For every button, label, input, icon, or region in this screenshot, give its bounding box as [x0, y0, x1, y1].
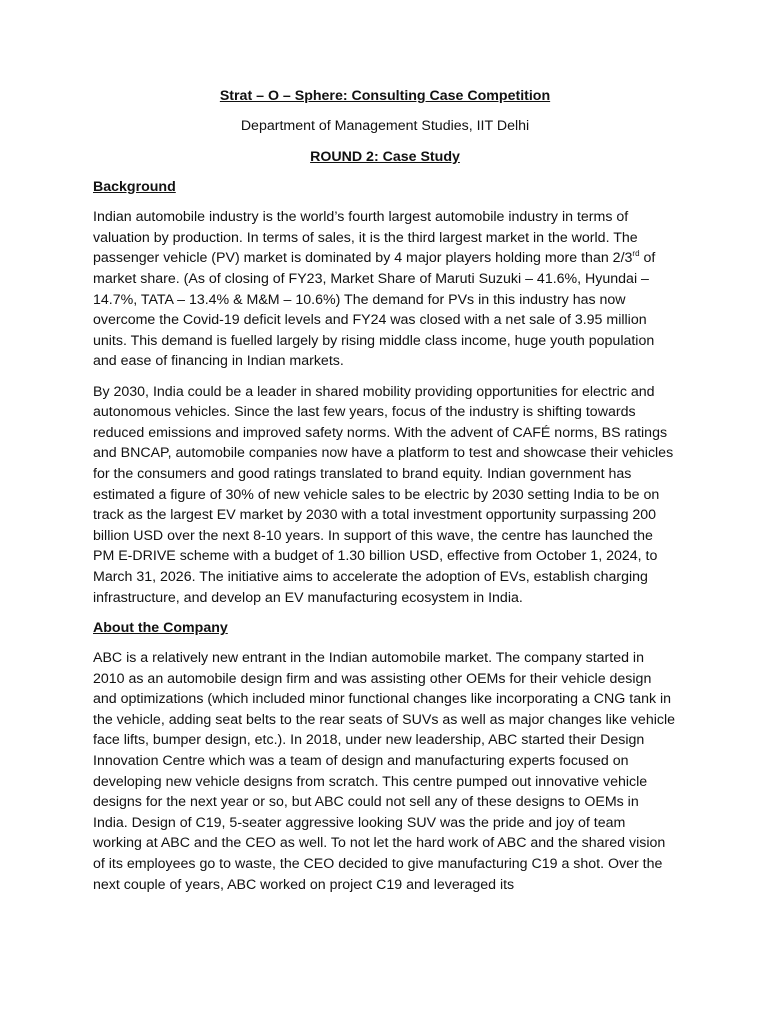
- document-title: Strat – O – Sphere: Consulting Case Competition: [219, 88, 551, 104]
- section-heading-company: About the Company: [93, 619, 228, 636]
- round-title: ROUND 2: Case Study: [310, 148, 460, 165]
- background-paragraph-1: [93, 207, 677, 372]
- background-paragraph-2: By 2030, India could be a leader in shared mobility providing opportunities for electric and autonomous vehicles. Since the last few years, focus of the industry is shifting towards reduced emissions and improved safety norms. With the advent of CAFÉ norms, BS ratings and BNCAP, automobile companies now have a platform to test and showcase their vehicles for the consumers and good ratings translated to brand equity. Indian government has estimated a figure of 30% of new vehicle sales to be electric by 2030 setting India to be on track as the largest EV market by 2030 with a total investment opportunity surpassing 200 billion USD over the next 8-10 years. In support of this wave, the centre has launched the PM E-DRIVE scheme with a budget of 1.30 billion USD, effective from October 1, 2024, to March 31, 2026. The initiative aims to accelerate the adoption of EVs, establish charging infrastructure, and develop an EV manufacturing ecosystem in India.: [93, 383, 674, 606]
- document-page: [93, 86, 677, 905]
- company-paragraph-1: ABC is a relatively new entrant in the Indian automobile market. The company started in 2010 as an automobile design firm and was assisting other OEMs for their vehicle design and optimizations (which included minor functional changes like incorporating a CNG tank in the vehicle, adding seat belts to the rear seats of SUVs as well as major changes like vehicle face lifts, bumper design, etc.). In 2018, under new leadership, ABC started their Design Innovation Centre which was a team of design and manufacturing experts focused on developing new vehicle designs from scratch. This centre pumped out innovative vehicle designs for the next year or so, but ABC could not sell any of these designs to OEMs in India. Design of C19, 5-seater aggressive looking SUV was the pride and joy of team working at ABC and the CEO as well. To not let the hard work of ABC and the shared vision of its employees go to waste, the CEO decided to give manufacturing C19 a shot. Over the next couple of years, ABC worked on project C19 and leveraged its: [93, 650, 675, 893]
- background-paragraph-1-text-b: of market share. (As of closing of FY23, Market Share of Maruti Suzuki – 41.6%, Hyundai – 14.7%, TATA – 13.4% & M&M – 10.6%) The demand for PVs in this industry has now overcome the Covid-19 deficit levels and FY24 was closed with a net sale of 3.95 million units. This demand is fuelled largely by rising middle class income, huge youth population and ease of financing in Indian markets.: [93, 250, 656, 370]
- ordinal-suffix: rd: [632, 249, 640, 259]
- section-heading-background: Background: [93, 178, 176, 195]
- department-line: Department of Management Studies, IIT Delhi: [240, 118, 530, 135]
- background-paragraph-1-text-a: Indian automobile industry is the world’s fourth largest automobile industry in terms of valuation by production. In terms of sales, it is the third largest market in the world. The passenger vehicle (PV) market is dominated by 4 major players holding more than 2/3: [93, 209, 638, 267]
